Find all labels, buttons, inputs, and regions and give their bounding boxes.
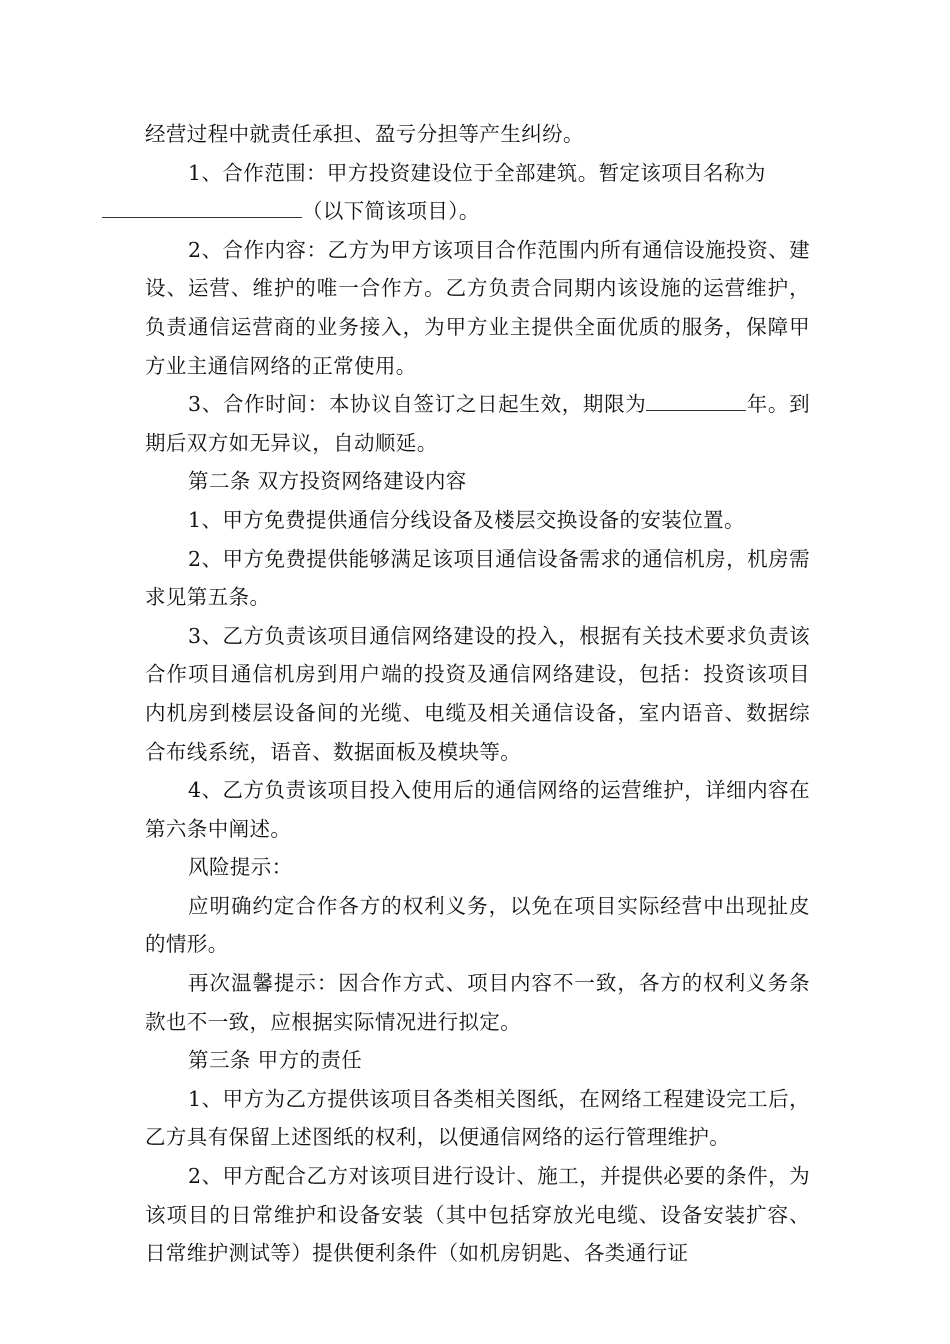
project-name-blank [102,196,302,219]
clause-cooperation-scope-text: 1、合作范围：甲方投资建设位于全部建筑。暂定该项目名称为 [188,160,766,185]
term-years-blank [646,389,746,412]
article-2-item-3: 3、乙方负责该项目通信网络建设的投入，根据有关技术要求负责该合作项目通信机房到用户端的投资及通信网络建设，包括：投资该项目内机房到楼层设备间的光缆、电缆及相关通信设备，室内语音、数据综合布线系统，语音、数据面板及模块等。 [145,623,810,764]
article-2-item-1: 1、甲方免费提供通信分线设备及楼层交换设备的安装位置。 [188,507,745,532]
risk-notice-body: 应明确约定合作各方的权利义务，以免在项目实际经营中出现扯皮的情形。 [145,893,810,957]
article-2-item-2: 2、甲方免费提供能够满足该项目通信设备需求的通信机房，机房需求见第五条。 [145,546,810,610]
article-3-item-1: 1、甲方为乙方提供该项目各类相关图纸，在网络工程建设完工后，乙方具有保留上述图纸的权利，以便通信网络的运行管理维护。 [145,1086,810,1150]
document-body [145,115,810,1273]
article-2-item-4: 4、乙方负责该项目投入使用后的通信网络的运营维护，详细内容在第六条中阐述。 [145,778,810,841]
reminder-notice: 再次温馨提示：因合作方式、项目内容不一致，各方的权利义务条款也不一致，应根据实际情况进行拟定。 [145,971,810,1034]
paragraph-continuation: 经营过程中就责任承担、盈亏分担等产生纠纷。 [145,122,584,146]
article-3-item-2: 2、甲方配合乙方对该项目进行设计、施工，并提供必要的条件，为该项目的日常维护和设备安装（其中包括穿放光电缆、设备安装扩容、日常维护测试等）提供便利条件（如机房钥匙、各类通行证 [145,1164,810,1266]
article-2-heading: 第二条 双方投资网络建设内容 [188,469,467,494]
article-3-heading: 第三条 甲方的责任 [188,1048,363,1073]
clause-cooperation-time [145,385,810,462]
clause-cooperation-scope [145,154,810,231]
risk-notice-title: 风险提示： [188,855,293,880]
clause-cooperation-time-text: 3、合作时间：本协议自签订之日起生效，期限为 [188,392,647,417]
clause-cooperation-content: 2、合作内容：乙方为甲方该项目合作范围内所有通信设施投资、建设、运营、维护的唯一合作方。乙方负责合同期内该设施的运营维护，负责通信运营商的业务接入，为甲方业主提供全面优质的服务，保障甲方业主通信网络的正常使用。 [145,237,810,378]
clause-cooperation-scope-tail: （以下简该项目）。 [301,199,480,224]
clause-cooperation-time-tail: 年。到期后双方如无异议，自动顺延。 [145,392,810,455]
